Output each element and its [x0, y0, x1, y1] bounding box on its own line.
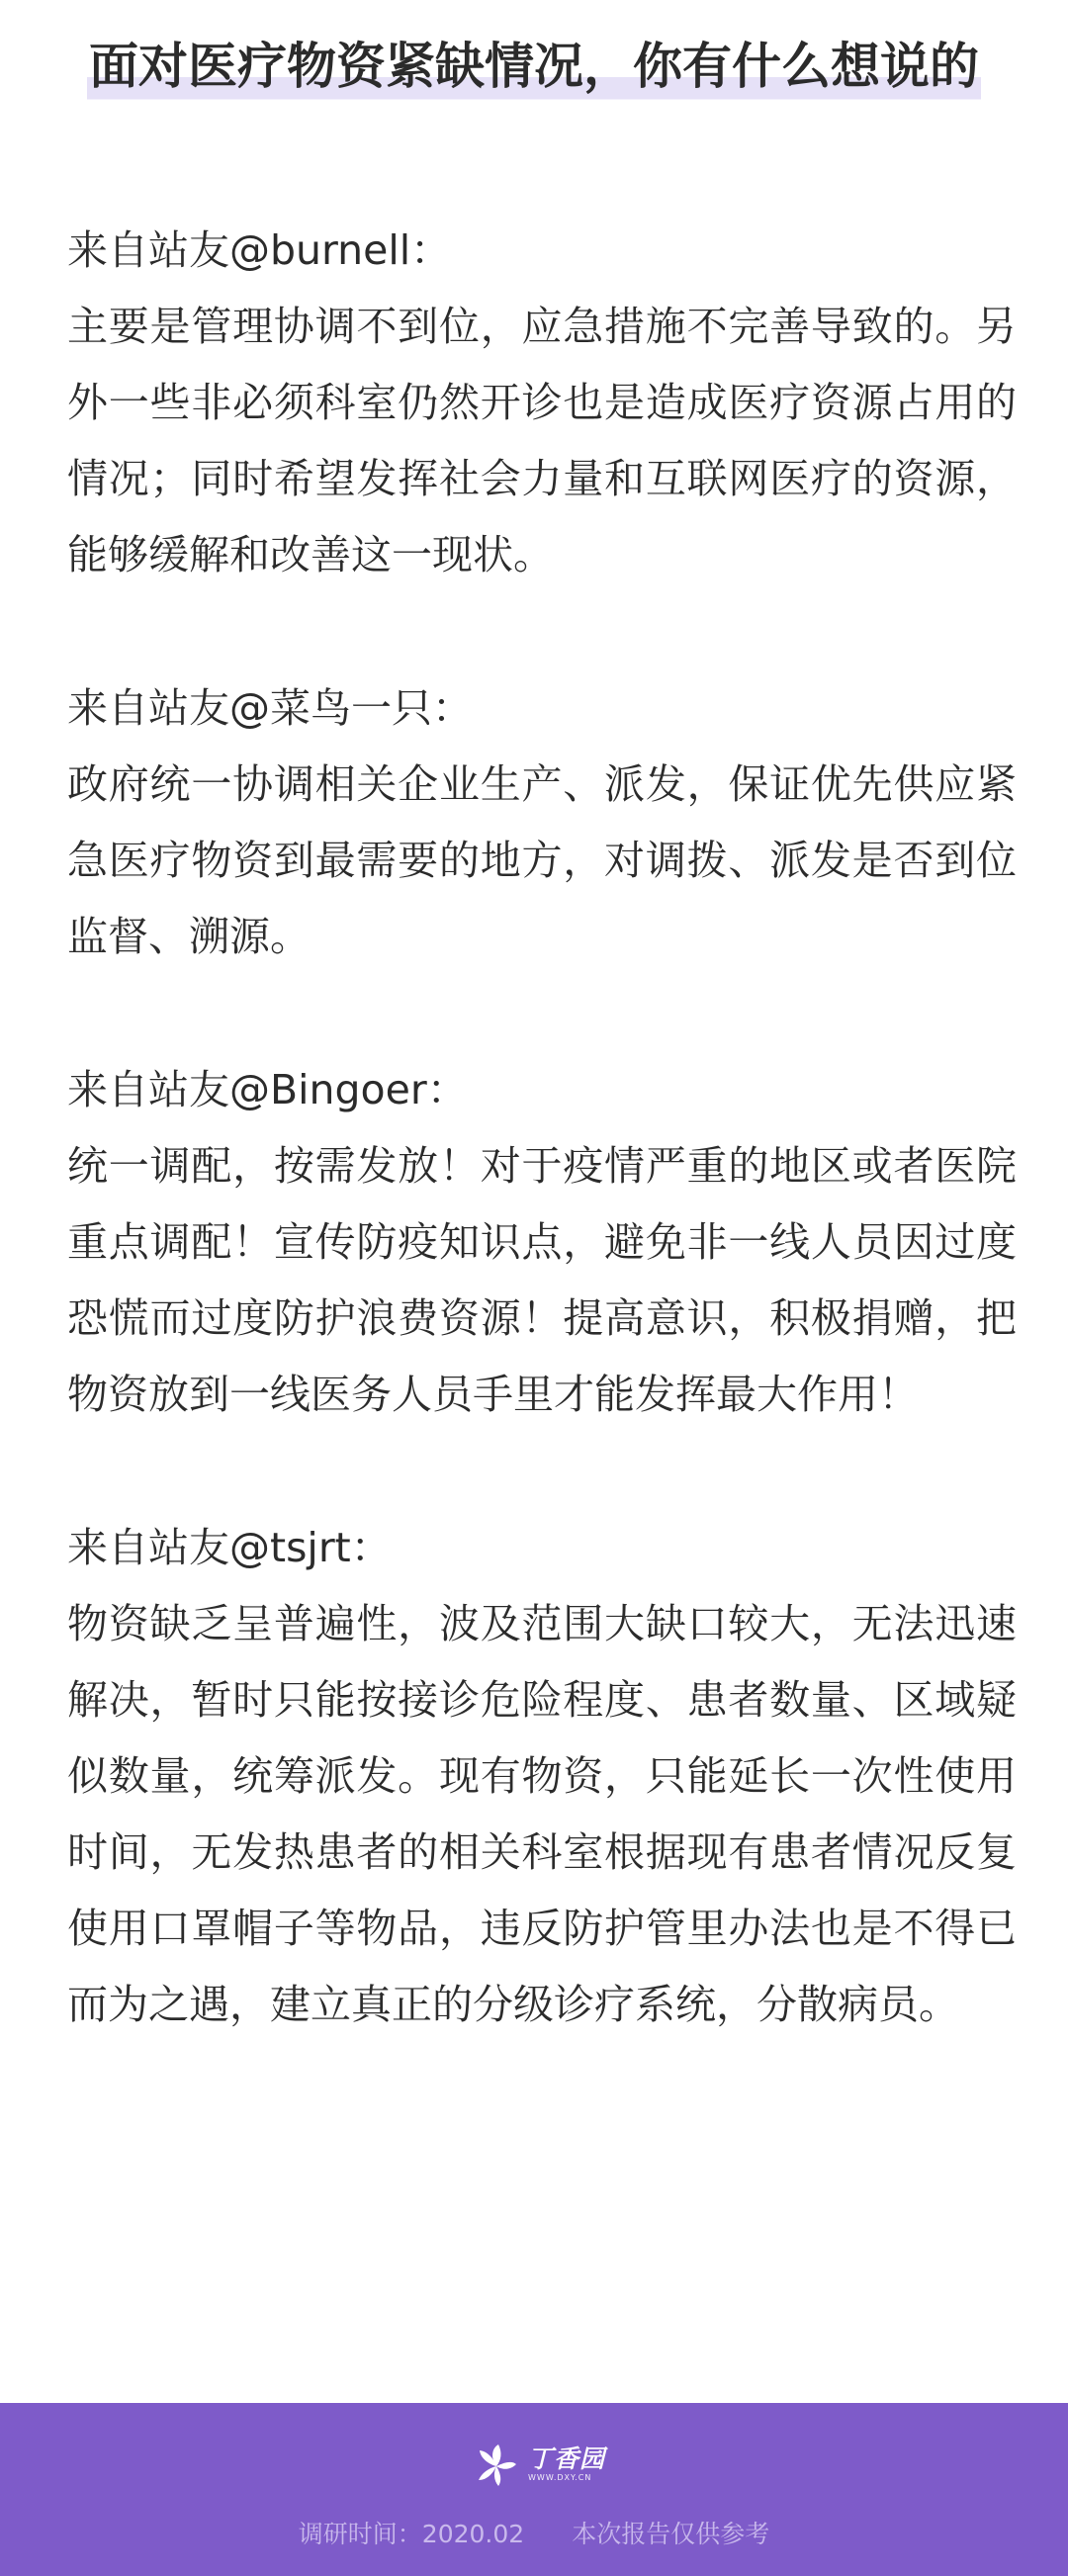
title-area	[0, 30, 1068, 104]
comment-body: 统一调配，按需发放！对于疫情严重的地区或者医院重点调配！宣传防疫知识点，避免非一线人员因过度恐慌而过度防护浪费资源！提高意识，积极捐赠，把物资放到一线医务人员手里才能发挥最大作用！	[67, 1142, 1017, 1418]
comment-item	[67, 213, 1017, 593]
comment-body: 物资缺乏呈普遍性，波及范围大缺口较大，无法迅速解决，暂时只能按接诊危险程度、患者数量、区域疑似数量，统筹派发。现有物资，只能延长一次性使用时间，无发热患者的相关科室根据现有患者情况反复使用口罩帽子等物品，违反防护管里办法也是不得已而为之遇，建立真正的分级诊疗系统，分散病员。	[67, 1600, 1017, 2028]
footer-info	[0, 2517, 1068, 2552]
disclaimer: 本次报告仅供参考	[572, 2520, 770, 2548]
comment-item	[67, 1510, 1017, 2043]
page-title: 面对医疗物资紧缺情况，你有什么想说的	[87, 30, 981, 104]
logo-text	[528, 2445, 605, 2483]
survey-date: 调研时间：2020.02	[298, 2520, 525, 2548]
comment-author: 来自站友@tsjrt：	[67, 1524, 392, 1571]
comment-author: 来自站友@burnell：	[67, 226, 452, 274]
comment-author: 来自站友@Bingoer：	[67, 1066, 468, 1113]
flower-icon	[473, 2441, 520, 2488]
logo-brand-name: 丁香园	[528, 2444, 606, 2473]
comment-item	[67, 670, 1017, 975]
logo-url: WWW.DXY.CN	[528, 2473, 592, 2482]
comment-list	[67, 213, 1017, 2120]
comment-body: 政府统一协调相关企业生产、派发，保证优先供应紧急医疗物资到最需要的地方，对调拨、派发是否到位监督、溯源。	[67, 760, 1017, 960]
comment-author: 来自站友@菜鸟一只：	[67, 684, 473, 732]
comment-body: 主要是管理协调不到位，应急措施不完善导致的。另外一些非必须科室仍然开诊也是造成医疗资源占用的情况；同时希望发挥社会力量和互联网医疗的资源，能够缓解和改善这一现状。	[67, 303, 1017, 578]
comment-item	[67, 1052, 1017, 1433]
footer-banner	[0, 2403, 1068, 2576]
dxy-logo	[473, 2441, 605, 2488]
